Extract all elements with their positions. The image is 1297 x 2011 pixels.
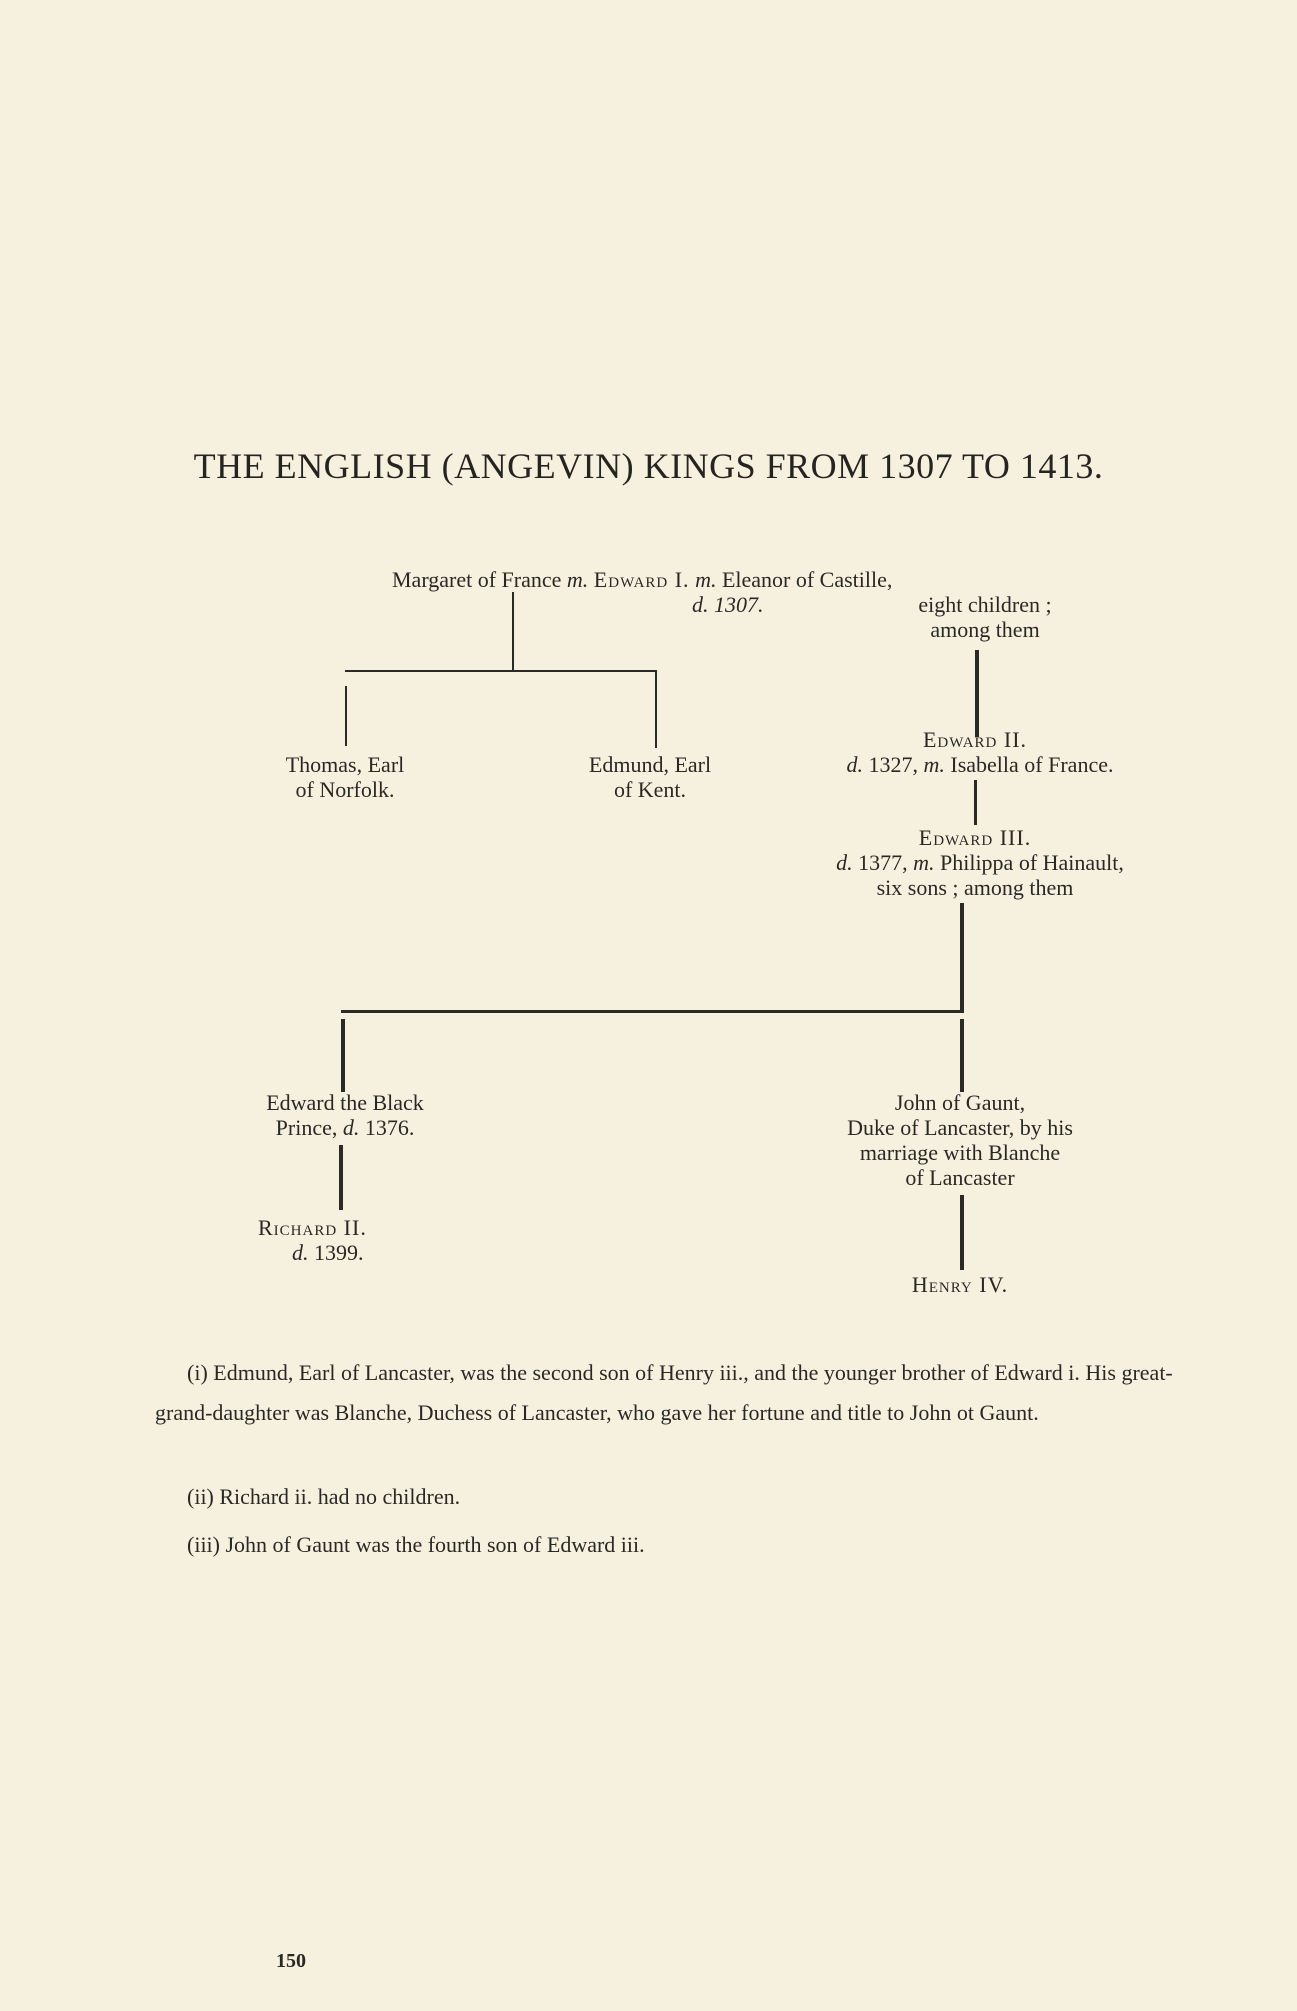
edward-iii-details: d. 1377, m. Philippa of Hainault, [836,850,1124,875]
eleanor-note: among them [930,617,1040,642]
john-of-gaunt: Duke of Lancaster, by his [847,1115,1073,1140]
connector-line [975,650,979,737]
note-2: (ii) Richard ii. had no children. [187,1484,461,1509]
henry-iv: Henry IV. [911,1272,1009,1297]
page-title: THE ENGLISH (ANGEVIN) KINGS FROM 1307 TO 1413. [193,446,1104,486]
top-couple-line [392,567,892,592]
edmund-earl-of-kent: of Kent. [613,777,687,802]
marriage-mark: m. [695,567,717,592]
john-of-gaunt: marriage with Blanche [859,1140,1061,1165]
page-number: 150 [276,1950,306,1972]
connector-line [974,780,977,825]
connector-line [345,670,655,672]
connector-line [655,670,657,748]
connector-line [341,1010,964,1013]
connector-line [960,903,964,1010]
connector-line [960,1195,964,1270]
footnotes [155,1353,1215,1433]
edward-ii: Edward II. [922,727,1028,752]
connector-line [512,592,514,670]
note-1: (i) Edmund, Earl of Lancaster, was the second son of Henry iii., and the younger brother of Edward i. His great-grand-daughter was Blanche, Duchess of Lancaster, who gave her fortune and title to John ot Gaunt. [155,1360,1173,1425]
edward-i-death: d. 1307. [692,592,764,617]
richard-ii: Richard II. [258,1215,367,1240]
thomas-earl-of-norfolk: Thomas, Earl [285,752,405,777]
edward-iii: Edward III. [918,825,1032,850]
note-3: (iii) John of Gaunt was the fourth son of Edward iii. [187,1532,645,1557]
thomas-earl-of-norfolk: of Norfolk. [295,777,395,802]
edward-ii-details: d. 1327, m. Isabella of France. [846,752,1114,777]
edward-i: Edward I. [593,567,690,592]
connector-line [345,686,347,746]
eleanor-of-castille: Eleanor of Castille, [721,567,893,592]
connector-line [960,1019,964,1092]
john-of-gaunt: of Lancaster [905,1165,1015,1190]
richard-ii-death: d. 1399. [292,1240,364,1265]
marriage-mark: m. [566,567,589,592]
connector-line [341,1019,345,1092]
edward-iii-note: six sons ; among them [876,875,1074,900]
john-of-gaunt: John of Gaunt, [894,1090,1026,1115]
connector-line [339,1145,343,1210]
eleanor-note: eight children ; [918,592,1052,617]
edward-the-black-prince: Edward the Black [266,1090,424,1115]
edmund-earl-of-kent: Edmund, Earl [588,752,712,777]
edward-the-black-prince: Prince, d. 1376. [275,1115,415,1140]
margaret-of-france: Margaret of France [392,567,562,592]
